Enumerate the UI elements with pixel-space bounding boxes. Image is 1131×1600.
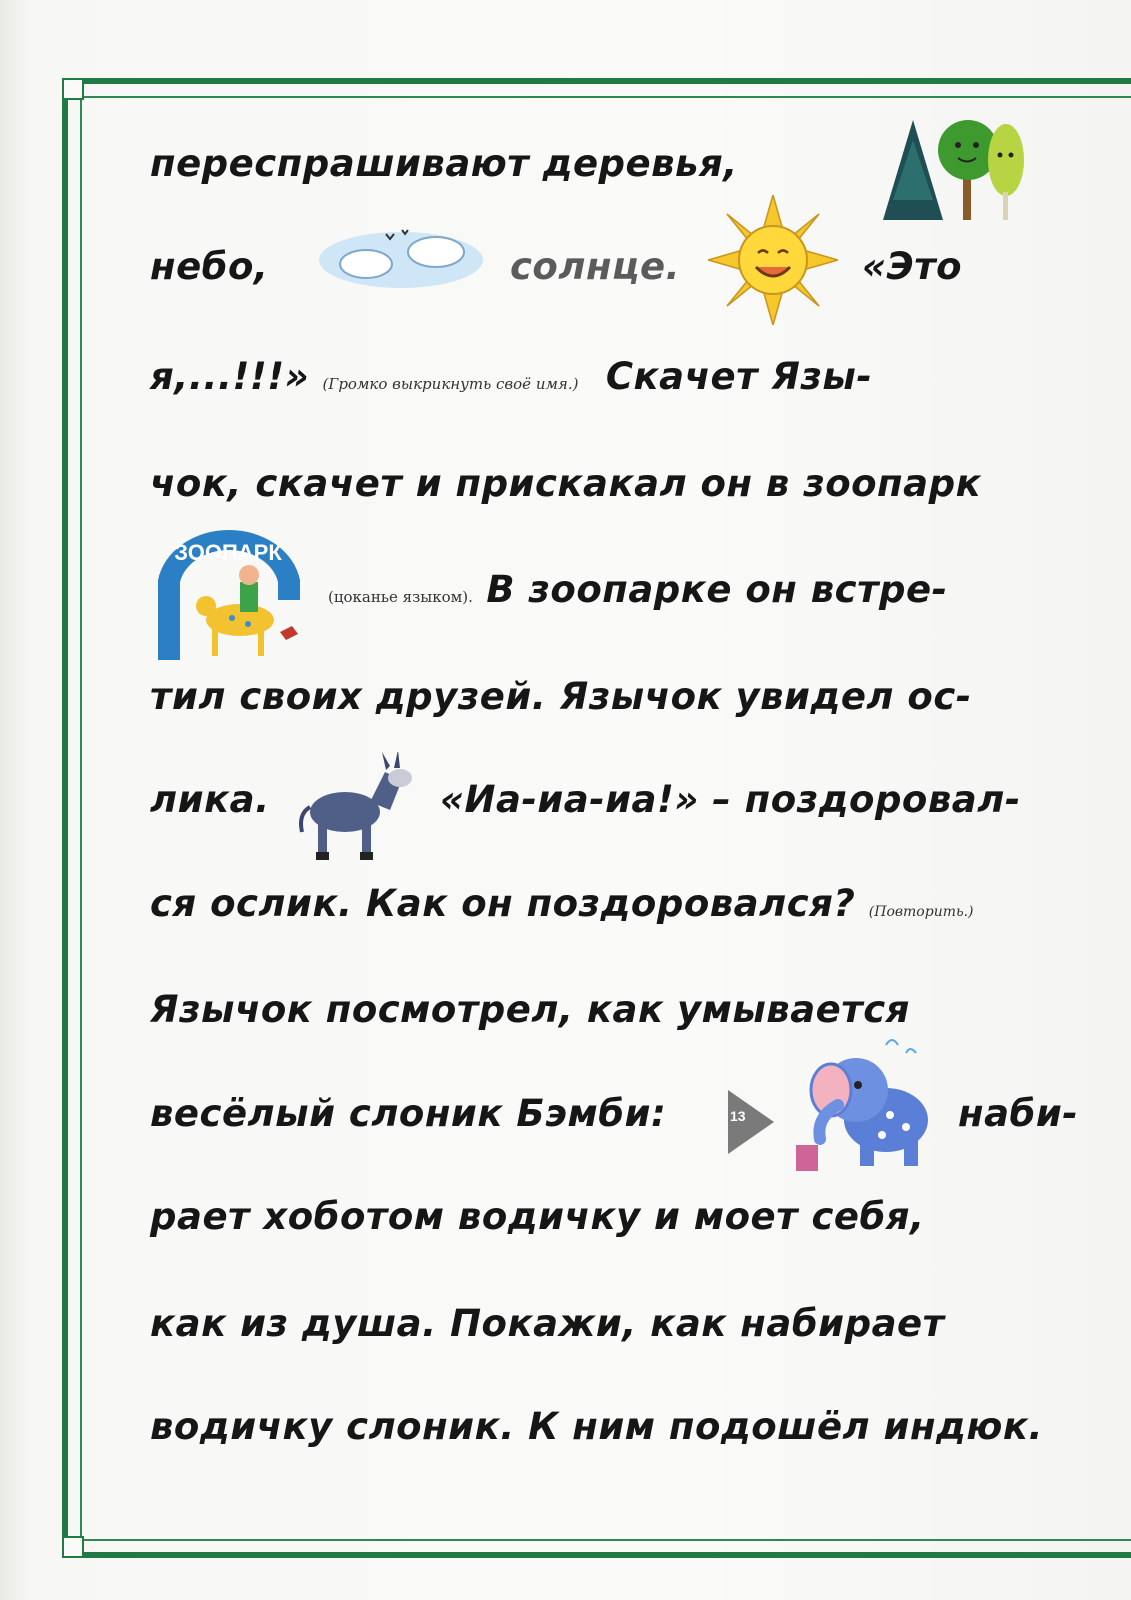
sun-icon <box>708 195 838 325</box>
clouds-icon <box>316 222 486 292</box>
text-line-4 <box>150 462 981 505</box>
word-nabi: наби- <box>958 1092 1079 1135</box>
stage-note-repeat: (Повторить.) <box>868 904 974 920</box>
zoo-gate-icon <box>150 520 325 660</box>
elephant-icon <box>786 1035 946 1175</box>
line-7-text: «Иа-иа-иа!» – поздоровал- <box>440 778 1021 821</box>
text-line-7b <box>440 778 1021 821</box>
trees-icon <box>878 110 1028 230</box>
text-line-5 <box>328 568 947 611</box>
zoo-sign-text: ЗООПАРК <box>174 540 282 565</box>
word-solntse: солнце. <box>510 245 681 288</box>
frame-corner-bottom <box>62 1536 84 1558</box>
text-line-13 <box>150 1405 1043 1448</box>
line-4-text: чок, скачет и прискакал он в зоопарк <box>150 462 982 505</box>
text-line-2c <box>862 245 962 288</box>
word-lika: лика. <box>150 778 270 821</box>
line-13-text: водичку слоник. К ним подошёл индюк. <box>150 1405 1044 1448</box>
page-number: 13 <box>730 1108 746 1124</box>
stage-note-clicking: (цоканье языком). <box>328 588 473 606</box>
line-5-text: В зоопарке он встре- <box>486 568 948 611</box>
line-1-text: переспрашивают деревья, <box>150 142 738 185</box>
text-line-7 <box>150 778 270 821</box>
line-8-text: ся ослик. Как он поздоровался? <box>150 882 856 925</box>
text-line-2 <box>150 245 268 288</box>
text-line-1 <box>150 142 738 185</box>
quote-ya: я,...!!!» <box>150 355 310 398</box>
text-line-3 <box>150 355 872 398</box>
text-line-2b <box>510 245 680 288</box>
frame-corner-top <box>62 78 84 100</box>
donkey-icon <box>290 752 420 862</box>
text-line-8 <box>150 882 974 925</box>
quote-eto: «Это <box>862 245 963 288</box>
text-line-6 <box>150 675 972 718</box>
line-6-text: тил своих друзей. Язычок увидел ос- <box>150 675 972 718</box>
text-line-9 <box>150 988 910 1031</box>
text-line-10 <box>150 1092 666 1135</box>
stage-note-shout-name: (Громко выкрикнуть своё имя.) <box>322 375 579 393</box>
line-3-text: Скачет Язы- <box>605 355 873 398</box>
text-line-12 <box>150 1302 945 1345</box>
word-nebo: небо, <box>150 245 269 288</box>
text-line-11 <box>150 1195 925 1238</box>
line-12-text: как из душа. Покажи, как набирает <box>150 1302 945 1345</box>
text-line-10b <box>958 1092 1078 1135</box>
line-9-text: Язычок посмотрел, как умывается <box>150 988 910 1031</box>
line-10-text: весёлый слоник Бэмби: <box>150 1092 667 1135</box>
line-11-text: рает хоботом водичку и моет себя, <box>150 1195 925 1238</box>
